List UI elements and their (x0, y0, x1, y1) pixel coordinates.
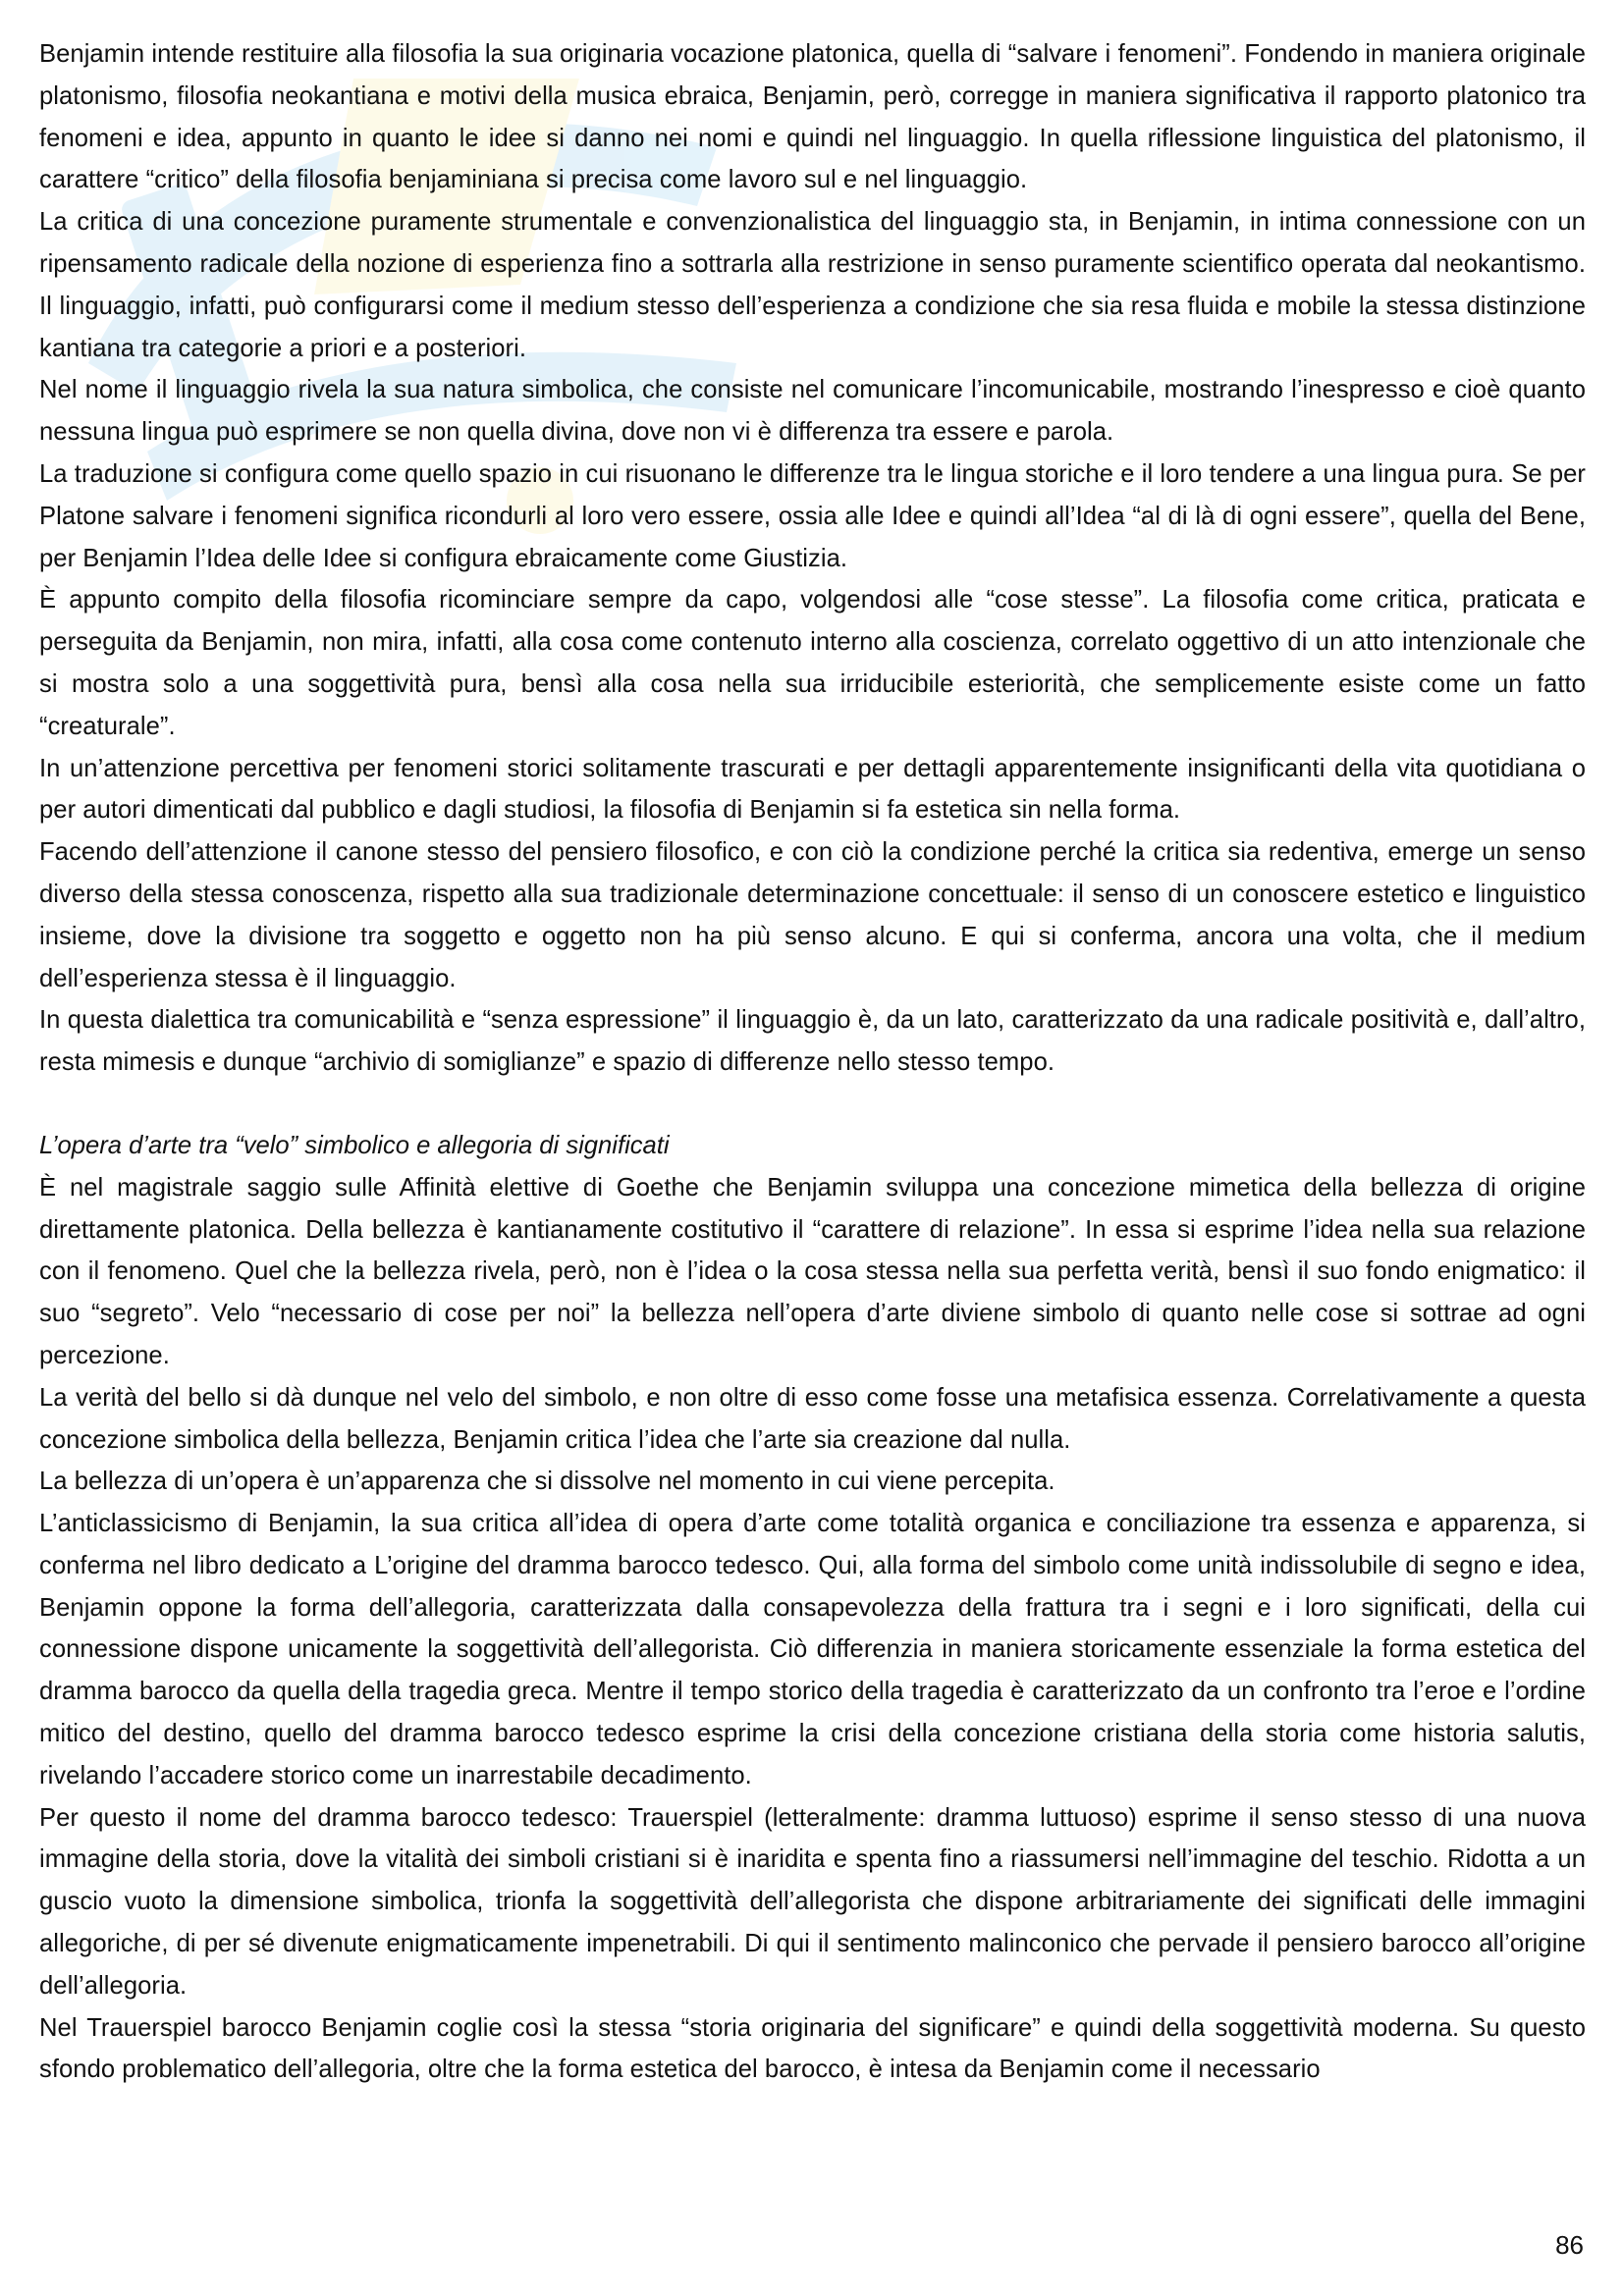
paragraph: La critica di una concezione puramente strumentale e convenzionalistica del linguaggio sta, in Benjamin, in intima connessione con un ripensamento radicale della nozione di esperienza fino a sottrarla alla restrizione in senso puramente scientifico operata dal neokantismo. Il linguaggio, infatti, può configurarsi come il medium stesso dell’esperienza a condizione che sia resa fluida e mobile la stessa distinzione kantiana tra categorie a priori e a posteriori. (39, 208, 1586, 362)
paragraph: È appunto compito della filosofia ricominciare sempre da capo, volgendosi alle “cose stesse”. La filosofia come critica, praticata e perseguita da Benjamin, non mira, infatti, alla cosa come contenuto interno alla coscienza, correlato oggettivo di un atto intenzionale che si mostra solo a una soggettività pura, bensì alla cosa nella sua irriducibile esteriorità, che semplicemente esiste come un fatto “creaturale”. (39, 586, 1586, 740)
paragraph: Benjamin intende restituire alla filosofia la sua originaria vocazione platonica, quella di “salvare i fenomeni”. Fondendo in maniera originale platonismo, filosofia neokantiana e motivi della musica ebraica, Benjamin, però, corregge in maniera significativa il rapporto platonico tra fenomeni e idea, appunto in quanto le idee si danno nei nomi e quindi nel linguaggio. In quella riflessione linguistica del platonismo, il carattere “critico” della filosofia benjaminiana si precisa come lavoro sul e nel linguaggio. (39, 40, 1586, 194)
paragraph: È nel magistrale saggio sulle Affinità elettive di Goethe che Benjamin sviluppa una concezione mimetica della bellezza di origine direttamente platonica. Della bellezza è kantianamente costitutivo il “carattere di relazione”. In essa si esprime l’idea nella sua relazione con il fenomeno. Quel che la bellezza rivela, però, non è l’idea o la cosa stessa nella sua perfetta verità, bensì il suo fondo enigmatico: il suo “segreto”. Velo “necessario di cose per noi” la bellezza nell’opera d’arte diviene simbolo di quanto nelle cose si sottrae ad ogni percezione. (39, 1173, 1586, 1369)
paragraph: In un’attenzione percettiva per fenomeni storici solitamente trascurati e per dettagli apparentemente insignificanti della vita quotidiana o per autori dimenticati dal pubblico e dagli studiosi, la filosofia di Benjamin si fa estetica sin nella forma. (39, 754, 1586, 825)
page-number: 86 (1555, 2230, 1584, 2260)
paragraph: Facendo dell’attenzione il canone stesso del pensiero filosofico, e con ciò la condizione perché la critica sia redentiva, emerge un senso diverso della stessa conoscenza, rispetto alla sua tradizionale determinazione concettuale: il senso di un conoscere estetico e linguistico insieme, dove la divisione tra soggetto e oggetto non ha più senso alcuno. E qui si conferma, ancora una volta, che il medium dell’esperienza stessa è il linguaggio. (39, 838, 1586, 992)
section-heading: L’opera d’arte tra “velo” simbolico e allegoria di significati (39, 1131, 670, 1159)
document-body (39, 33, 1586, 2091)
paragraph: L’anticlassicismo di Benjamin, la sua critica all’idea di opera d’arte come totalità organica e conciliazione tra essenza e apparenza, si conferma nel libro dedicato a L’origine del dramma barocco tedesco. Qui, alla forma del simbolo come unità indissolubile di segno e idea, Benjamin oppone la forma dell’allegoria, caratterizzata dalla consapevolezza della frattura tra i segni e i loro significati, della cui connessione dispone unicamente la soggettività dell’allegorista. Ciò differenzia in maniera storicamente essenziale la forma estetica del dramma barocco da quella della tragedia greca. Mentre il tempo storico della tragedia è caratterizzato da un confronto tra l’eroe e l’ordine mitico del destino, quello del dramma barocco tedesco esprime la crisi della concezione cristiana della storia come historia salutis, rivelando l’accadere storico come un inarrestabile decadimento. (39, 1510, 1586, 1789)
paragraph: La bellezza di un’opera è un’apparenza che si dissolve nel momento in cui viene percepita. (39, 1468, 1055, 1496)
paragraph: La traduzione si configura come quello spazio in cui risuonano le differenze tra le lingua storiche e il loro tendere a una lingua pura. Se per Platone salvare i fenomeni significa ricondurli al loro vero essere, ossia alle Idee e quindi all’Idea “al di là di ogni essere”, quella del Bene, per Benjamin l’Idea delle Idee si configura ebraicamente come Giustizia. (39, 459, 1586, 572)
paragraph: Nel Trauerspiel barocco Benjamin coglie così la stessa “storia originaria del significare” e quindi della soggettività moderna. Su questo sfondo problematico dell’allegoria, oltre che la forma estetica del barocco, è intesa da Benjamin come il necessario (39, 2013, 1586, 2084)
paragraph: Nel nome il linguaggio rivela la sua natura simbolica, che consiste nel comunicare l’incomunicabile, mostrando l’inespresso e cioè quanto nessuna lingua può esprimere se non quella divina, dove non vi è differenza tra essere e parola. (39, 376, 1586, 447)
paragraph: La verità del bello si dà dunque nel velo del simbolo, e non oltre di esso come fosse una metafisica essenza. Correlativamente a questa concezione simbolica della bellezza, Benjamin critica l’idea che l’arte sia creazione dal nulla. (39, 1383, 1586, 1454)
paragraph: Per questo il nome del dramma barocco tedesco: Trauerspiel (letteralmente: dramma luttuoso) esprime il senso stesso di una nuova immagine della storia, dove la vitalità dei simboli cristiani si è inaridita e spenta fino a riassumersi nell’immagine del teschio. Ridotta a un guscio vuoto la dimensione simbolica, trionfa la soggettività dell’allegorista che dispone arbitrariamente dei significati delle immagini allegoriche, di per sé divenute enigmaticamente impenetrabili. Di qui il sentimento malinconico che pervade il pensiero barocco all’origine dell’allegoria. (39, 1803, 1586, 2000)
paragraph: In questa dialettica tra comunicabilità e “senza espressione” il linguaggio è, da un lato, caratterizzato da una radicale positività e, dall’altro, resta mimesis e dunque “archivio di somiglianze” e spazio di differenze nello stesso tempo. (39, 1006, 1586, 1077)
